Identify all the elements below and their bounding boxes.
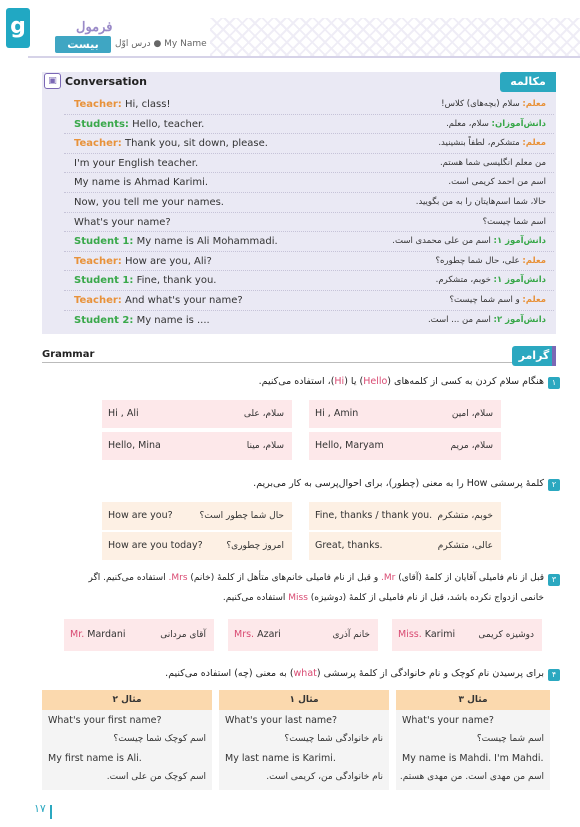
lesson-label: درس اوّل ● My Name: [115, 39, 207, 49]
conversation-line-fa: [441, 95, 546, 115]
example-answer-fa: نام خانوادگی من، کریمی است.: [266, 772, 383, 782]
conversation-row: [64, 213, 554, 233]
conversation-row: [64, 271, 554, 291]
conversation-row: [64, 193, 554, 213]
greeting-example: Hello, Maryam سلام، مریم: [309, 432, 501, 460]
conversation-text: My name is ....: [133, 314, 210, 326]
speaker-label-fa: دانش‌آموز ۱:: [493, 236, 546, 247]
logo-icon: g: [6, 8, 30, 48]
conversation-text-fa: اسم من ... است.: [427, 314, 494, 325]
how-are-you-example: How are you today? امروز چطوری؟: [102, 532, 292, 560]
speaker-label-fa: معلم:: [522, 138, 546, 149]
conversation-row: [64, 154, 554, 174]
page-number: ۱۷: [34, 802, 46, 815]
header-divider: [28, 56, 580, 58]
grammar-accent-bar: [552, 346, 556, 366]
chat-bubbles-icon: ▣: [44, 73, 61, 89]
example-body: [396, 710, 550, 790]
conversation-text: I'm your English teacher.: [74, 157, 199, 169]
grammar-title: Grammar: [42, 349, 95, 360]
conversation-row: [64, 134, 554, 154]
speaker-label: Student 1:: [74, 236, 134, 248]
conversation-text: Thank you, sit down, please.: [121, 138, 268, 150]
conversation-text-fa: اسم شما چیست؟: [482, 216, 546, 227]
conversation-line-en: [74, 271, 216, 291]
conversation-text-fa: سلام، معلم.: [446, 118, 492, 129]
conversation-title-fa: مکالمه: [500, 72, 556, 92]
example-question: What's your first name?: [48, 715, 162, 726]
conversation-row: [64, 252, 554, 272]
example-answer-fa: اسم کوچک من علی است.: [106, 772, 206, 782]
speaker-label-fa: دانش‌آموزان:: [491, 118, 546, 129]
section-4-text: برای پرسیدن نام کوچک و نام خانوادگی از کلمهٔ پرسشی (what) به معنی (چه) استفاده می‌کنیم.: [165, 668, 544, 679]
conversation-line-fa: [449, 291, 546, 311]
conversation-text-fa: من معلم انگلیسی شما هستم.: [439, 157, 546, 168]
conversation-line-en: [74, 193, 224, 213]
how-are-you-example: Great, thanks. عالی، متشکرم: [309, 532, 501, 560]
brand-title: فرمول: [76, 20, 113, 35]
brand-subtitle: بیست: [55, 36, 111, 53]
conversation-line-en: [74, 154, 198, 174]
conversation-line-fa: [438, 134, 546, 154]
conversation-row: [64, 173, 554, 193]
conversation-text: What's your name?: [74, 216, 171, 228]
speaker-label: Teacher:: [74, 294, 122, 306]
example-question: What's your last name?: [225, 715, 338, 726]
conversation-text: My name is Ali Mohammadi.: [133, 236, 278, 248]
conversation-text-fa: خوبم، متشکرم.: [435, 275, 494, 286]
conversation-text: My name is Ahmad Karimi.: [74, 177, 209, 189]
example-question-fa: نام خانوادگی شما چیست؟: [284, 734, 383, 744]
section-number: ۳: [548, 574, 560, 586]
example-answer: My last name is Karimi.: [225, 753, 336, 764]
how-are-you-example: Fine, thanks / thank you. خوبم، متشکرم: [309, 502, 501, 530]
example-answer: My first name is Ali.: [48, 753, 142, 764]
conversation-line-en: [74, 115, 204, 135]
speaker-label: Teacher:: [74, 255, 122, 267]
conversation-row: [64, 115, 554, 135]
conversation-line-en: [74, 232, 278, 252]
title-example: Mr. Mardani آقای مردانی: [64, 619, 214, 651]
conversation-line-en: [74, 173, 208, 193]
example-question-fa: اسم شما چیست؟: [476, 734, 544, 744]
conversation-text: Hi, class!: [121, 99, 171, 110]
conversation-text-fa: حالا، شما اسم‌هایتان را به من بگویید.: [415, 196, 546, 207]
speaker-label: Student 2:: [74, 314, 134, 326]
section-3-text-line2: خانمی ازدواج نکرده باشد، قبل از نام فامیلی از کلمهٔ (دوشیزه) Miss استفاده می‌کنیم.: [222, 593, 544, 603]
header-pattern: [210, 18, 580, 56]
speaker-label-fa: معلم:: [522, 294, 546, 305]
conversation-line-fa: [436, 252, 546, 272]
section-3-text-line1: قبل از نام فامیلی آقایان از کلمهٔ (آقای) Mr. و قبل از نام فامیلی خانم‌های متأهل از کلمهٔ (خانم) Mrs. استفاده می‌کنیم. اگر: [88, 573, 544, 583]
conversation-line-en: [74, 95, 170, 115]
conversation-row: [64, 95, 554, 115]
conversation-text-fa: و اسم شما چیست؟: [449, 294, 523, 305]
conversation-line-fa: [448, 173, 546, 193]
example-question: What's your name?: [402, 715, 494, 726]
conversation-row: [64, 291, 554, 311]
speaker-label: Teacher:: [74, 99, 122, 110]
conversation-text-fa: اسم من احمد کریمی است.: [448, 177, 546, 188]
conversation-line-en: [74, 213, 171, 233]
how-are-you-example: How are you? حال شما چطور است؟: [102, 502, 292, 530]
conversation-line-fa: [416, 193, 546, 213]
conversation-title: Conversation: [65, 75, 147, 88]
conversation-text: And what's your name?: [121, 294, 243, 306]
example-header: مثال ۱: [219, 690, 389, 710]
grammar-title-fa: گرامر: [512, 346, 556, 366]
conversation-text: Hello, teacher.: [128, 118, 205, 130]
example-body: [42, 710, 212, 790]
conversation-line-fa: [440, 154, 546, 174]
greeting-example: Hi , Amin سلام، امین: [309, 400, 501, 428]
conversation-line-fa: [436, 271, 546, 291]
speaker-label-fa: دانش‌آموز ۲:: [493, 314, 546, 325]
conversation-text: Fine, thank you.: [133, 275, 217, 287]
section-1-text: هنگام سلام کردن به کسی از کلمه‌های (Hello) یا (Hi)، استفاده می‌کنیم.: [258, 376, 544, 387]
conversation-line-fa: [446, 115, 546, 135]
conversation-text-fa: متشکرم، لطفاً بنشینید.: [438, 138, 523, 149]
section-2-text: کلمهٔ پرسشی How را به معنی (چطور)، برای احوال‌پرسی به کار می‌بریم.: [253, 478, 544, 489]
page-number-bar: [50, 805, 52, 819]
conversation-text-fa: اسم من علی محمدی است.: [392, 236, 494, 247]
grammar-divider: [42, 362, 512, 363]
example-body: [219, 710, 389, 790]
conversation-line-fa: [428, 311, 546, 331]
example-question-fa: اسم کوچک شما چیست؟: [113, 734, 206, 744]
conversation-line-en: [74, 252, 212, 272]
title-example: Miss. Karimi دوشیزه کریمی: [392, 619, 542, 651]
speaker-label-fa: معلم:: [522, 255, 546, 266]
example-header: مثال ۲: [42, 690, 212, 710]
speaker-label-fa: دانش‌آموز ۱:: [493, 275, 546, 286]
greeting-example: Hello, Mina سلام، مینا: [102, 432, 292, 460]
title-example: Mrs. Azari خانم آذری: [228, 619, 378, 651]
section-number: ۲: [548, 479, 560, 491]
conversation-text: How are you, Ali?: [121, 255, 212, 267]
conversation-list: [64, 95, 554, 330]
conversation-text-fa: علی، حال شما چطوره؟: [435, 255, 523, 266]
section-number: ۱: [548, 377, 560, 389]
example-answer: My name is Mahdi. I'm Mahdi.: [402, 753, 544, 764]
greeting-example: Hi , Ali سلام، علی: [102, 400, 292, 428]
conversation-line-en: [74, 134, 268, 154]
speaker-label: Teacher:: [74, 138, 122, 150]
conversation-line-fa: [392, 232, 546, 252]
conversation-text: Now, you tell me your names.: [74, 196, 224, 208]
speaker-label-fa: معلم:: [522, 99, 546, 109]
speaker-label: Students:: [74, 118, 129, 130]
conversation-text-fa: سلام (بچه‌های) کلاس!: [441, 99, 523, 109]
conversation-row: [64, 232, 554, 252]
conversation-line-fa: [483, 213, 546, 233]
conversation-line-en: [74, 311, 210, 331]
conversation-line-en: [74, 291, 243, 311]
conversation-row: [64, 311, 554, 331]
section-number: ۴: [548, 669, 560, 681]
speaker-label: Student 1:: [74, 275, 134, 287]
example-header: مثال ۳: [396, 690, 550, 710]
example-answer-fa: اسم من مهدی است. من مهدی هستم.: [399, 772, 544, 782]
